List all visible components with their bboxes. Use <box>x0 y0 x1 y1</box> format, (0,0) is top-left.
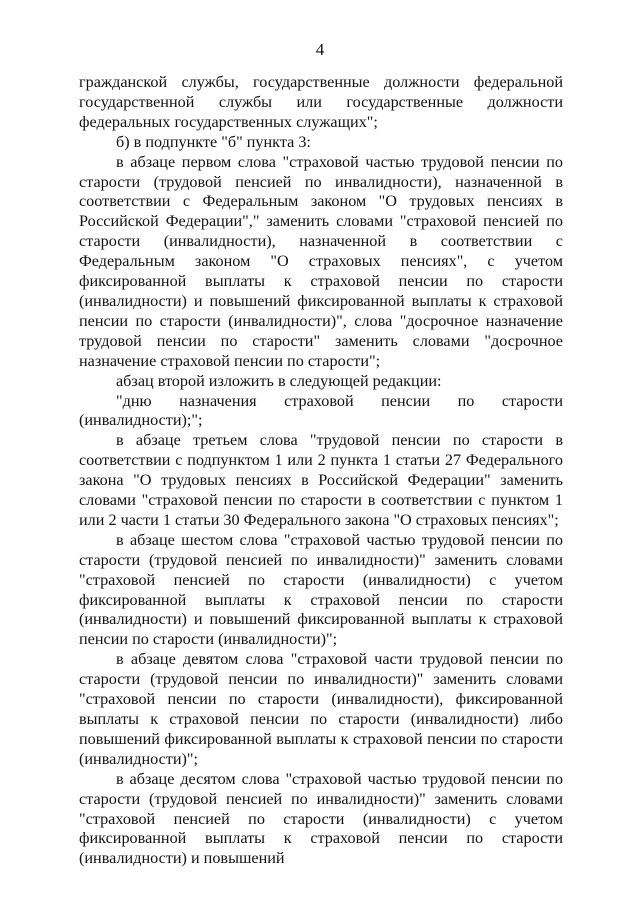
paragraph-3: в абзаце первом слова "страховой частью трудовой пенсии по старости (трудовой пенсией по инвалидности), назначенной в соответствии с Федеральным законом "О трудовых пенсиях в Российской Федерации"," заменить словами "страховой пенсией по старости (инвалидности), назначенной в соответствии с Федеральным законом "О страховых пенсиях", с учетом фиксированной выплаты к страховой пенсии по старости (инвалидности) и повышений фиксированной выплаты к страховой пенсии по старости (инвалидности)", слова "досрочное назначение трудовой пенсии по старости" заменить словами "досрочное назначение страховой пенсии по старости"; <box>79 152 563 370</box>
paragraph-4: абзац второй изложить в следующей редакции: <box>116 371 442 390</box>
page-number: 4 <box>315 40 325 59</box>
document-body <box>79 73 563 869</box>
paragraph-5: "дню назначения страховой пенсии по старости (инвалидности);"; <box>79 391 563 430</box>
paragraph-2: б) в подпункте "б" пункта 3: <box>116 132 311 151</box>
paragraph-7: в абзаце шестом слова "страховой частью трудовой пенсии по старости (трудовой пенсией по инвалидности)" заменить словами "страховой пенсией по старости (инвалидности) с учетом фиксированной выплаты к страховой пенсии по старости (инвалидности) и повышений фиксированной выплаты к страховой пенсии по старости (инвалидности)"; <box>79 530 563 649</box>
paragraph-9: в абзаце десятом слова "страховой частью трудовой пенсии по старости (трудовой пенсией по инвалидности)" заменить словами "страховой пенсией по старости (инвалидности) с учетом фиксированной выплаты к страховой пенсии по старости (инвалидности) и повышений <box>79 769 563 868</box>
paragraph-6: в абзаце третьем слова "трудовой пенсии по старости в соответствии с подпунктом 1 или 2 пункта 1 статьи 27 Федерального закона "О трудовых пенсиях в Российской Федерации" заменить словами "страховой пенсии по старости в соответствии с пунктом 1 или 2 части 1 статьи 30 Федерального закона "О страховых пенсиях"; <box>79 431 563 529</box>
paragraph-8: в абзаце девятом слова "страховой части трудовой пенсии по старости (трудовой пенсии по инвалидности)" заменить словами "страховой пенсии по старости (инвалидности), фиксированной выплаты к страховой пенсии по старости (инвалидности) либо повышений фиксированной выплаты к страховой пенсии по старости (инвалидности)"; <box>79 650 563 768</box>
paragraph-1: гражданской службы, государственные должности федеральной государственной службы или государственные должности федеральных государственных служащих"; <box>79 73 563 131</box>
